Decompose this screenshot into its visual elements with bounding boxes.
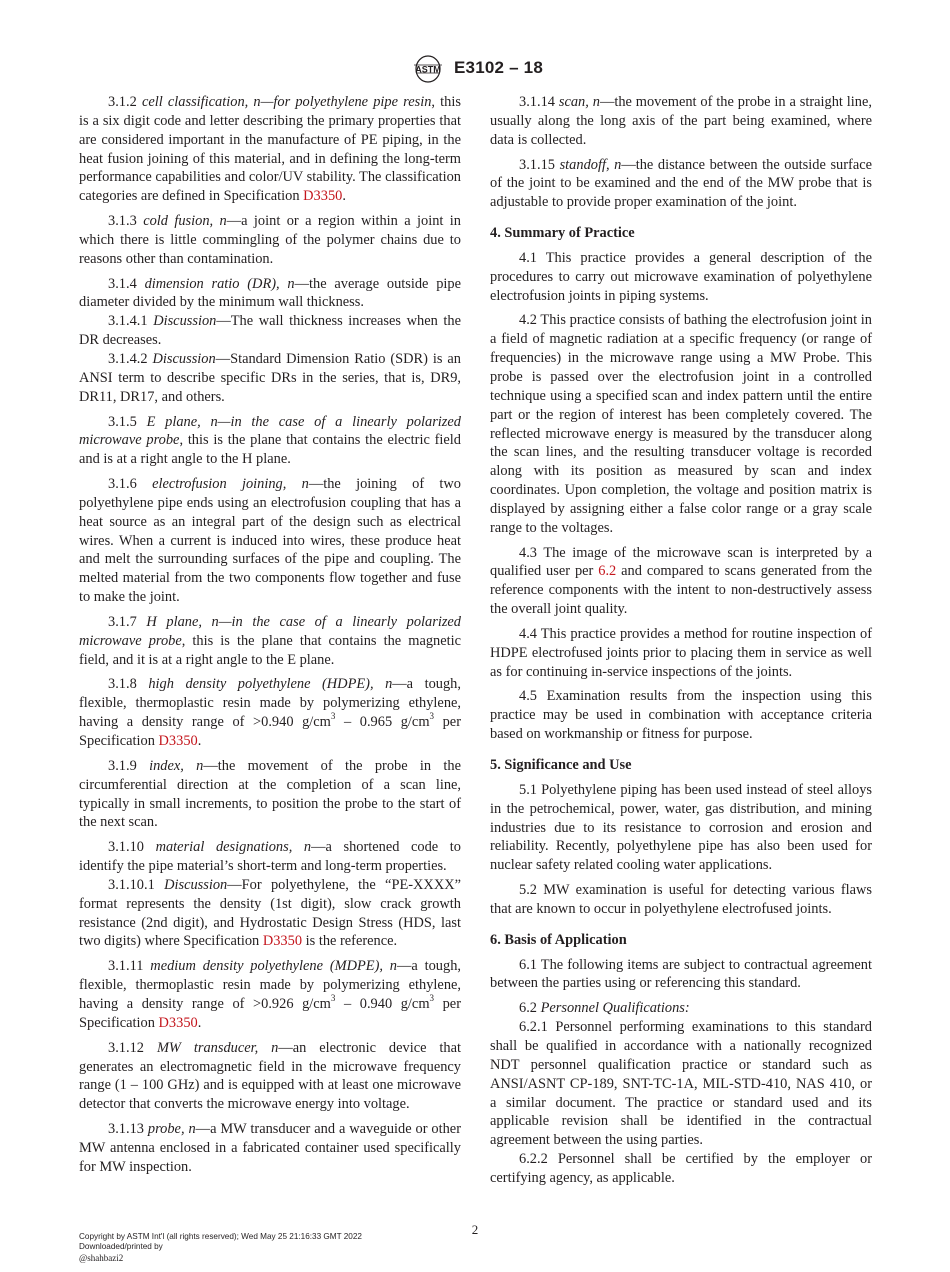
spec-link[interactable]: D3350 (262, 933, 303, 950)
paragraph-6-2-2: 6.2.2 Personnel shall be certified by the employer or certifying agency, as applicable. (490, 1151, 872, 1186)
page-number: 2 (471, 1222, 479, 1237)
right-column (490, 93, 872, 1194)
definition-3-1-10: 3.1.10 material designations, n—a shortened code to identify the pipe material’s short-term and long-term properties. (79, 839, 461, 875)
definition-3-1-7: 3.1.7 H plane, n—in the case of a linearly polarized microwave probe, this is the plane that contains the magnetic field, and it is at a right angle to the E plane. (79, 613, 461, 668)
definition-3-1-12: 3.1.12 MW transducer, n—an electronic device that generates an electromagnetic field in the microwave frequency range (1 – 100 GHz) and is equipped with at least one microwave detector that converts the microwave energy into voltage. (79, 1039, 461, 1113)
definition-3-1-14: 3.1.14 scan, n—the movement of the probe in a straight line, usually along the long axis of the part being examined, where data is collected. (490, 94, 872, 148)
spec-link[interactable]: D3350 (158, 1014, 198, 1031)
definition-3-1-4: 3.1.4 dimension ratio (DR), n—the average outside pipe diameter divided by the minimum wall thickness. (79, 275, 461, 311)
section-heading-5: 5. Significance and Use (490, 757, 632, 773)
section-heading-4: 4. Summary of Practice (490, 225, 635, 242)
page-header (0, 55, 950, 85)
section-link[interactable]: 6.2 (598, 563, 617, 580)
paragraph-5-1: 5.1 Polyethylene piping has been used instead of steel alloys in the petrochemical, power, water, gas distribution, and mining industries due to its resistance to corrosion and erosion and reliability. Recently, polyethylene pipe has also been used for nuclear safety related cooling water applications. (490, 781, 872, 874)
paragraph-4-5: 4.5 Examination results from the inspection using this practice may be used in combination with acceptance criteria based on workmanship or fitness for purpose. (490, 688, 872, 743)
definition-3-1-9: 3.1.9 index, n—the movement of the probe in the circumferential direction at the completion of a scan line, typically in small increments, to position the probe to the start of the next scan. (79, 757, 461, 831)
definition-3-1-11: 3.1.11 medium density polyethylene (MDPE), n—a tough, flexible, thermoplastic resin made by polymerizing ethylene, having a density range of >0.926 $g/cm^3 - 0.940$ $g/cm^3$ per Specification D3350. (79, 958, 461, 1031)
definition-3-1-13: 3.1.13 probe, n—a MW transducer and a waveguide or other MW antenna enclosed in a fabricated container used specifically for MW inspection. (79, 1121, 461, 1175)
copyright-line: Copyright by ASTM Int'l (all rights reserved); Wed May 25 21:16:33 GMT 2022 (79, 1232, 362, 1241)
section-heading-6: 6. Basis of Application (490, 931, 627, 948)
paragraph-6-1: 6.1 The following items are subject to contractual agreement between the parties using or referencing this standard. (490, 956, 872, 992)
definition-3-1-6: 3.1.6 electrofusion joining, n—the joining of two polyethylene pipe ends using an electrofusion coupling that has a heat source as an integral part of the design such as electrical wires. When a current is induced into wires, these produce heat and melt the surrounding surfaces of the pipe and coupling. The melted material from the two components flow together and fuse to make the joint. (79, 476, 461, 606)
paragraph-4-3: 4.3 The image of the microwave scan is interpreted by a qualified user per 6.2 and compared to scans generated from the reference components with the intent to non-destructively assess the overall joint quality. (490, 544, 872, 618)
discussion-3-1-10-1: 3.1.10.1 Discussion—For polyethylene, the “PE-XXXX” format represents the density (1st digit), slow crack growth resistance (2nd digit), and Hydrostatic Design Stress (HDS, last two digits) where Specification D3350 is the reference. (79, 876, 461, 950)
copyright-footer (79, 1232, 362, 1263)
astm-logo-icon (408, 55, 448, 83)
definition-3-1-5: 3.1.5 E plane, n—in the case of a linearly polarized microwave probe, this is the plane that contains the electric field and is at a right angle to the H plane. (79, 413, 462, 468)
svg-text:ASTM: ASTM (415, 64, 441, 75)
discussion-3-1-4-2: 3.1.4.2 Discussion—Standard Dimension Ratio (SDR) is an ANSI term to describe specific DRs in the series, that is, DR9, DR11, DR17, and others. (79, 350, 461, 405)
paragraph-4-2: 4.2 This practice consists of bathing the electrofusion joint in a field of magnetic radiation at a specific frequency (or range of frequencies) in the microwave range using a MW Probe. This probe is passed over the electrofusion joint in a controlled technique using a specified scan and index pattern until the entire part or the region of interest has been completely covered. The reflected microwave energy is measured by the transducer along the scan lines, and the resulting transducer voltage is recorded along with its position as measured by scan and index coordinates. Upon completion, the voltage and position matrix is displayed by assigning either a false color range or a gray scale range to the voltages. (490, 312, 872, 536)
paragraph-4-4: 4.4 This practice provides a method for routine inspection of HDPE electrofused joints prior to placing them in service as well as for continuing in-service inspections of the joints. (490, 625, 872, 680)
spec-link[interactable]: D3350 (303, 188, 343, 205)
definition-3-1-15: 3.1.15 standoff, n—the distance between the outside surface of the joint to be examined and the end of the MW probe that is adjustable to provide proper examination of the joint. (490, 156, 872, 211)
paragraph-4-1: 4.1 This practice provides a general description of the procedures to carry out microwave examination of polyethylene electrofusion joints in piping systems. (490, 249, 872, 304)
left-column (79, 93, 461, 1183)
definition-3-1-8: 3.1.8 high density polyethylene (HDPE), n—a tough, flexible, thermoplastic resin made by polymerizing ethylene, having a density range of >0.940 $g/cm^3 - 0.965$ $g/cm^3$ per Specification D3350. (79, 676, 461, 749)
paragraph-5-2: 5.2 MW examination is useful for detecting various flaws that are known to occur in polyethylene electrofused joints. (490, 882, 872, 917)
discussion-3-1-4-1: 3.1.4.1 Discussion—The wall thickness increases when the DR decreases. (79, 313, 461, 349)
document-designation: E3102 – 18 (454, 58, 543, 77)
spec-link[interactable]: D3350 (158, 733, 198, 749)
download-line: Downloaded/printed by (79, 1242, 163, 1252)
definition-3-1-3: 3.1.3 cold fusion, n—a joint or a region within a joint in which there is little commingling of the polymer chains due to reasons other than contamination. (79, 213, 461, 267)
downloader-name: @shahbazi2 (79, 1252, 124, 1263)
paragraph-6-2-1: 6.2.1 Personnel performing examinations to this standard shall be qualified in accordance with a nationally recognized NDT personnel qualification practice or standard such as ANSI/ASNT CP-189, SNT-TC-1A, MIL-STD-410, NAS 410, or a similar document. The practice or standard used and its applicable revision shall be identified in the contractual agreement between the using parties. (490, 1019, 872, 1149)
definition-3-1-2: 3.1.2 cell classification, n—for polyethylene pipe resin, this is a six digit code and letter describing the primary properties that are considered important in the manufacture of PE piping, in the heat fusion joining of this material, and in defining the long-term performance capabilities and color/UV stability. The classification categories are defined in Specification D3350. (79, 94, 461, 205)
paragraph-6-2: 6.2 Personnel Qualifications: (519, 1000, 690, 1017)
